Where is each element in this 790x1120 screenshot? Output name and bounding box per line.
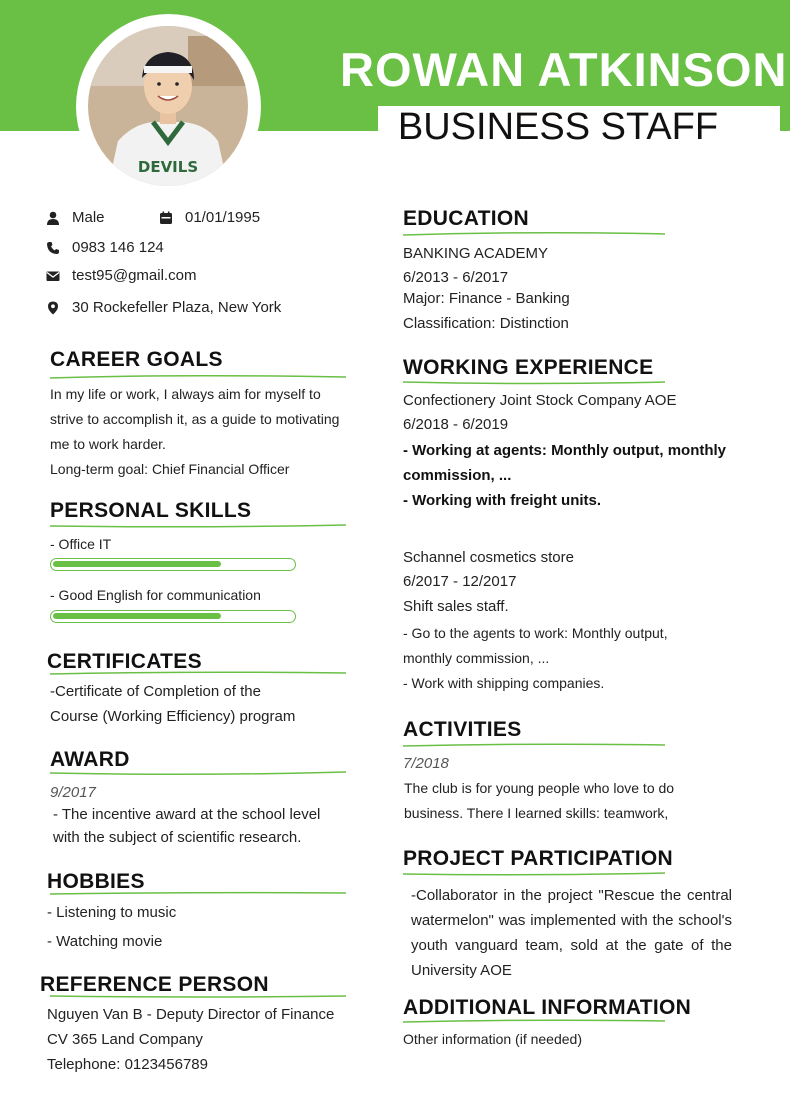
- job-role: Shift sales staff.: [403, 598, 509, 615]
- reference-line: Nguyen Van B - Deputy Director of Finance: [47, 1006, 335, 1023]
- award-title: AWARD: [50, 748, 130, 771]
- job-duty-line: - Working at agents: Monthly output, monthly: [403, 442, 727, 459]
- job-duty-line: - Go to the agents to work: Monthly output,: [403, 625, 668, 641]
- certificates-title: CERTIFICATES: [47, 650, 202, 673]
- email-value: test95@gmail.com: [72, 267, 197, 284]
- skill-label: - Good English for communication: [50, 587, 261, 603]
- address-row: [46, 299, 281, 316]
- phone-icon: [46, 241, 60, 255]
- hobbies-rule: [50, 890, 346, 896]
- award-line: with the subject of scientific research.: [53, 829, 302, 846]
- experience-rule: [403, 379, 665, 385]
- career-goals-line: strive to accomplish it, as a guide to motivating: [50, 411, 340, 427]
- skill-label: - Office IT: [50, 536, 112, 552]
- career-goals-title: CAREER GOALS: [50, 348, 223, 371]
- experience-title: WORKING EXPERIENCE: [403, 356, 654, 379]
- education-school: BANKING ACADEMY: [403, 245, 549, 262]
- skill-bar: [50, 610, 296, 623]
- job-duty-line: - Working with freight units.: [403, 492, 602, 509]
- avatar: [88, 26, 248, 186]
- activities-title: ACTIVITIES: [403, 718, 522, 741]
- activities-rule: [403, 742, 665, 748]
- additional-title: ADDITIONAL INFORMATION: [403, 996, 692, 1019]
- career-goals-line: In my life or work, I always aim for myself to: [50, 386, 321, 402]
- reference-title: REFERENCE PERSON: [40, 973, 269, 996]
- svg-text:DEVILS: DEVILS: [137, 158, 199, 176]
- certificate-line: -Certificate of Completion of the: [50, 683, 261, 700]
- personal-skills-rule: [50, 523, 346, 529]
- certificate-line: Course (Working Efficiency) program: [50, 708, 296, 725]
- reference-line: CV 365 Land Company: [47, 1031, 203, 1048]
- activities-line: The club is for young people who love to do: [404, 780, 675, 796]
- education-major: Major: Finance - Banking: [403, 290, 570, 307]
- dob-value: 01/01/1995: [185, 209, 261, 226]
- skill-fill: [53, 613, 221, 619]
- projects-text: -Collaborator in the project "Rescue the central watermelon" was implemented with the school's youth vanguard team, sold at the gate of the University AOE: [411, 887, 732, 979]
- career-goals-line: Long-term goal: Chief Financial Officer: [50, 461, 290, 477]
- gender-row: [46, 209, 105, 226]
- certificates-rule: [50, 670, 346, 676]
- phone-row: [46, 239, 164, 256]
- job-period: 6/2018 - 6/2019: [403, 416, 509, 433]
- personal-skills-title: PERSONAL SKILLS: [50, 499, 252, 522]
- dob-row: [159, 209, 260, 226]
- job-duty-line: commission, ...: [403, 467, 512, 484]
- projects-rule: [403, 871, 665, 877]
- job-period: 6/2017 - 12/2017: [403, 573, 517, 590]
- skill-fill: [53, 561, 221, 567]
- career-goals-rule: [50, 374, 346, 380]
- education-period: 6/2013 - 6/2017: [403, 269, 509, 286]
- gender-value: Male: [72, 209, 105, 226]
- activities-line: business. There I learned skills: teamwork,: [404, 805, 669, 821]
- hobbies-title: HOBBIES: [47, 870, 145, 893]
- skill-bar: [50, 558, 296, 571]
- education-classification: Classification: Distinction: [403, 315, 569, 332]
- address-value: 30 Rockefeller Plaza, New York: [72, 299, 282, 316]
- job-company: Schannel cosmetics store: [403, 549, 574, 566]
- job-title: BUSINESS STAFF: [397, 106, 719, 148]
- projects-title: PROJECT PARTICIPATION: [403, 847, 673, 870]
- email-row: [46, 267, 196, 284]
- job-duty-line: monthly commission, ...: [403, 650, 550, 666]
- reference-line: Telephone: 0123456789: [47, 1056, 208, 1073]
- additional-rule: [403, 1018, 665, 1024]
- education-title: EDUCATION: [403, 207, 529, 230]
- reference-rule: [50, 993, 346, 999]
- award-line: - The incentive award at the school level: [53, 806, 321, 823]
- activities-date: 7/2018: [403, 755, 449, 772]
- person-icon: [46, 211, 60, 225]
- award-date: 9/2017: [50, 784, 96, 801]
- envelope-icon: [46, 269, 60, 283]
- location-pin-icon: [46, 301, 60, 315]
- job-company: Confectionery Joint Stock Company AOE: [403, 392, 677, 409]
- job-duty-line: - Work with shipping companies.: [403, 675, 605, 691]
- hobby-item: - Watching movie: [47, 933, 163, 950]
- education-rule: [403, 231, 665, 237]
- profile-photo: [88, 26, 248, 186]
- additional-text: Other information (if needed): [403, 1031, 582, 1047]
- career-goals-line: me to work harder.: [50, 436, 166, 452]
- hobby-item: - Listening to music: [47, 904, 177, 921]
- calendar-icon: [159, 211, 173, 225]
- award-rule: [50, 770, 346, 776]
- candidate-name: ROWAN ATKINSON: [340, 43, 788, 96]
- phone-value: 0983 146 124: [72, 239, 164, 256]
